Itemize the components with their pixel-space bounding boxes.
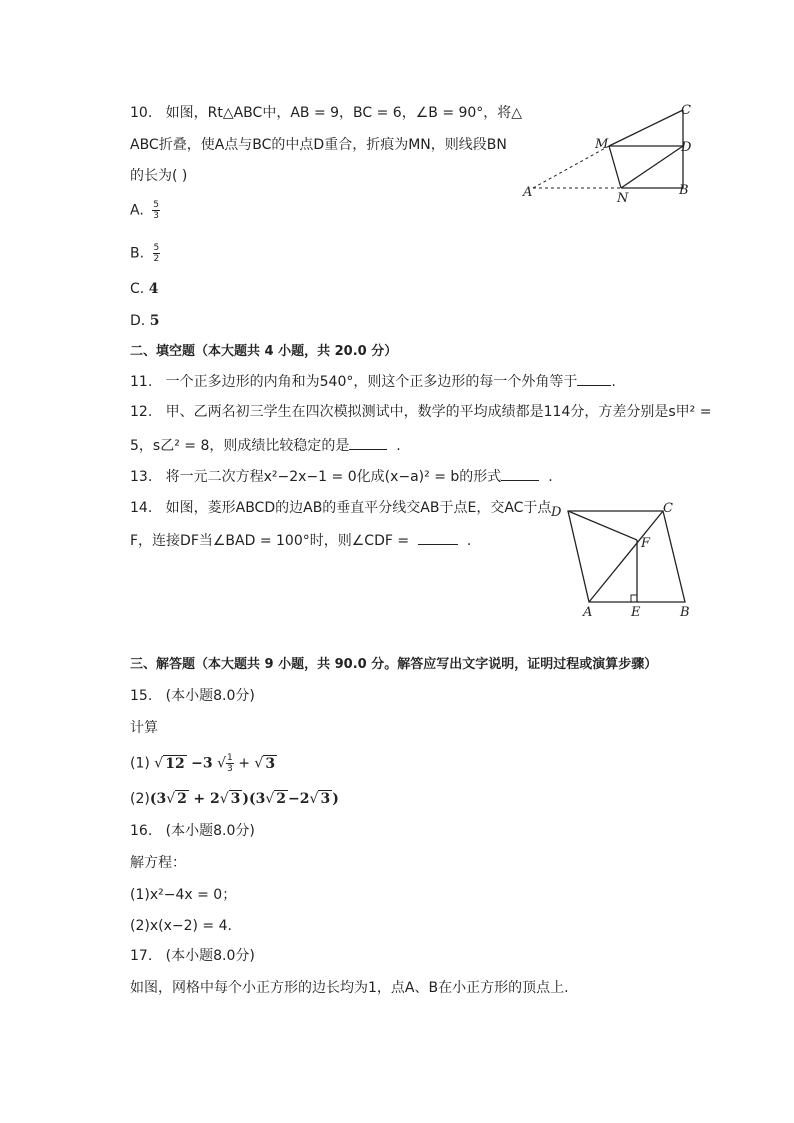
q15-p2-r3: 2 xyxy=(276,791,287,807)
q10-text-line2: ABC折叠，使A点与BC的中点D重合，折痕为MN，则线段BN xyxy=(130,137,507,153)
q15-score: (本小题8.0分) xyxy=(165,688,255,704)
option-b-label: B. xyxy=(130,245,145,262)
q15-p1-fraction xyxy=(226,753,234,774)
q15-p1-label: (1) xyxy=(130,755,150,772)
label-b: B xyxy=(679,183,689,198)
q14-line2 xyxy=(130,530,471,551)
q15-p1-radicand-a: 12 xyxy=(165,755,185,772)
sqrt-symbol: √ xyxy=(219,791,229,807)
q14-answer-blank[interactable] xyxy=(418,530,458,545)
q15-p2-open1: (3 xyxy=(149,791,167,807)
section3-title xyxy=(130,655,657,675)
q10-option-c xyxy=(130,279,158,299)
label-b: B xyxy=(680,605,690,620)
segment-mn xyxy=(609,146,621,188)
q16-part1 xyxy=(130,885,236,905)
q10-option-d xyxy=(130,311,159,331)
section3-title-text: 三、解答题（本大题共 9 小题，共 90.0 分。解答应写出文字说明，证明过程或演算步骤） xyxy=(130,657,658,672)
label-a: A xyxy=(523,185,533,200)
q15-number: 15. xyxy=(130,688,153,704)
q15-p1-num: 1 xyxy=(227,753,233,763)
q10-option-b xyxy=(130,243,160,264)
q15-p2-r2: 3 xyxy=(230,791,241,807)
q10-number: 10. xyxy=(130,105,153,121)
q12-number: 12. xyxy=(130,404,153,420)
q10-line1 xyxy=(130,103,522,123)
label-m: M xyxy=(595,137,609,152)
q15-part1 xyxy=(130,753,277,774)
q15-prompt xyxy=(130,718,158,738)
q15-p1-den: 3 xyxy=(227,764,233,774)
q13-end: . xyxy=(548,469,553,485)
section2-title-text: 二、填空题（本大题共 4 小题，共 20.0 分） xyxy=(130,344,398,359)
q15-p2-close2: ) xyxy=(332,791,339,807)
q12-answer-blank[interactable] xyxy=(349,435,387,450)
q11-answer-blank[interactable] xyxy=(577,371,611,386)
section2-title xyxy=(130,342,397,362)
label-a: A xyxy=(583,605,593,620)
sqrt-symbol: √ xyxy=(154,755,164,772)
q15-header xyxy=(130,686,255,706)
q15-p2-close1: )(3 xyxy=(242,791,266,807)
q16-p1-text: (1)x²−4x = 0； xyxy=(130,887,237,903)
sqrt-symbol: √ xyxy=(265,791,275,807)
q17-score: (本小题8.0分) xyxy=(165,948,255,964)
label-n: N xyxy=(617,191,629,206)
q14-text-line2: F，连接DF当∠BAD = 100°时，则∠CDF = xyxy=(130,533,410,549)
label-f: F xyxy=(641,536,651,551)
q13-number: 13. xyxy=(130,469,153,485)
label-e: E xyxy=(631,605,641,620)
q11-text: 一个正多边形的内角和为540°，则这个正多边形的每一个外角等于 xyxy=(165,374,578,390)
q15-part2 xyxy=(130,789,339,809)
q15-p2-r4: 3 xyxy=(320,791,331,807)
q12-line1 xyxy=(130,402,711,422)
q16-header xyxy=(130,821,255,841)
q10-figure xyxy=(515,98,705,208)
q11 xyxy=(130,371,616,392)
q14-text-line1: 如图，菱形ABCD的边AB的垂直平分线交AB于点E，交AC于点 xyxy=(165,500,552,516)
sqrt-symbol: √ xyxy=(166,791,176,807)
q13-text: 将一元二次方程x²−2x−1 = 0化成(x−a)² = b的形式 xyxy=(165,469,502,485)
q10-line2 xyxy=(130,135,507,155)
q10-text-line3: 的长为( ) xyxy=(130,168,188,184)
right-angle-mark xyxy=(631,595,637,602)
option-a-fraction xyxy=(152,200,160,221)
q15-p1-radicand-b: 3 xyxy=(265,755,276,772)
q16-prompt-text: 解方程： xyxy=(130,855,186,871)
q15-p2-label: (2) xyxy=(130,791,150,807)
q15-prompt-text: 计算 xyxy=(130,720,158,736)
sqrt-symbol: √ xyxy=(309,791,319,807)
q12-text-line2: 5，s乙² = 8，则成绩比较稳定的是 xyxy=(130,438,350,454)
segment-nd xyxy=(621,146,683,188)
q10-option-a xyxy=(130,200,160,221)
sqrt-symbol: √ xyxy=(217,755,227,772)
q16-prompt xyxy=(130,853,186,873)
q15-p1-minus: −3 xyxy=(191,755,213,772)
q15-p2-r1: 2 xyxy=(177,791,187,807)
q17-text xyxy=(130,978,569,998)
option-a-num: 5 xyxy=(153,200,159,210)
sqrt-symbol: √ xyxy=(254,755,264,772)
q10-text-line1: 如图，Rt△ABC中，AB = 9，BC = 6，∠B = 90°，将△ xyxy=(165,105,523,121)
option-c-value: 4 xyxy=(148,281,159,297)
q11-number: 11. xyxy=(130,374,153,390)
q17-number: 17. xyxy=(130,948,153,964)
q14-number: 14. xyxy=(130,500,153,516)
segment-mc xyxy=(609,110,683,146)
option-b-fraction xyxy=(153,243,161,264)
q12-line2 xyxy=(130,435,401,456)
option-c-label: C. xyxy=(130,281,145,297)
q14-end: . xyxy=(466,533,472,549)
label-c: C xyxy=(663,501,673,516)
q10-line3 xyxy=(130,166,187,186)
fold-line-am xyxy=(533,146,609,188)
q17-text-content: 如图，网格中每个小正方形的边长均为1，点A、B在小正方形的顶点上. xyxy=(130,980,569,996)
option-d-value: 5 xyxy=(149,313,160,329)
q17-header xyxy=(130,946,255,966)
option-a-label: A. xyxy=(130,202,144,219)
segment-df xyxy=(568,511,637,540)
label-d: D xyxy=(551,505,562,520)
q13-answer-blank[interactable] xyxy=(501,466,539,481)
q15-p1-plus: + xyxy=(238,755,250,772)
option-a-den: 3 xyxy=(153,211,159,221)
option-b-num: 5 xyxy=(153,243,160,253)
q14-figure xyxy=(545,498,705,623)
q15-p2-mid1: + 2 xyxy=(193,791,220,807)
q16-number: 16. xyxy=(130,823,153,839)
label-c: C xyxy=(681,103,691,118)
option-d-label: D. xyxy=(130,313,146,329)
q15-p2-mid2: −2 xyxy=(288,791,310,807)
q16-p2-text: (2)x(x−2) = 4. xyxy=(130,918,232,934)
q12-text-line1: 甲、乙两名初三学生在四次模拟测试中，数学的平均成绩都是114分，方差分别是s甲² = xyxy=(165,404,712,420)
q13 xyxy=(130,466,553,487)
q16-part2 xyxy=(130,916,232,936)
option-b-den: 2 xyxy=(153,254,160,264)
q16-score: (本小题8.0分) xyxy=(165,823,255,839)
q14-line1 xyxy=(130,498,551,518)
q11-end: . xyxy=(611,374,616,390)
q12-end: . xyxy=(396,438,401,454)
label-d: D xyxy=(681,140,692,155)
